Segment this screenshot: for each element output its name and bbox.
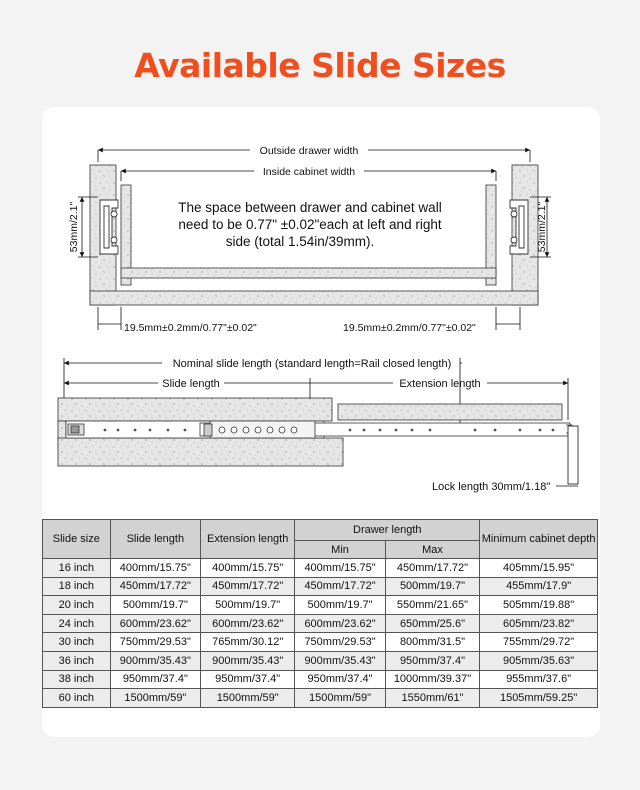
table-body xyxy=(43,559,598,708)
table-row xyxy=(43,596,598,615)
table-cell: 950mm/37.4" xyxy=(201,670,295,689)
spacing-note-line-1: The space between drawer and cabinet wall xyxy=(178,200,442,215)
row-slide-size: 24 inch xyxy=(43,614,111,633)
table-cell: 750mm/29.53" xyxy=(295,633,385,652)
table-cell: 650mm/25.6" xyxy=(385,614,479,633)
table-cell: 455mm/17.9" xyxy=(480,577,598,596)
table-cell: 450mm/17.72" xyxy=(110,577,200,596)
table-cell: 400mm/15.75" xyxy=(110,559,200,578)
table-cell: 450mm/17.72" xyxy=(295,577,385,596)
header-drawer-length: Drawer length xyxy=(295,520,480,541)
table-cell: 755mm/29.72" xyxy=(480,633,598,652)
row-slide-size: 18 inch xyxy=(43,577,111,596)
table-cell: 500mm/19.7" xyxy=(110,596,200,615)
inside-width-label: Inside cabinet width xyxy=(262,166,356,178)
height-label-left: 53mm/2.1" xyxy=(68,201,80,253)
cabinet-bottom xyxy=(90,291,538,305)
table-cell: 505mm/19.88" xyxy=(480,596,598,615)
table-cell: 750mm/29.53" xyxy=(110,633,200,652)
slide-length-label: Slide length xyxy=(162,378,220,390)
table-cell: 950mm/37.4" xyxy=(385,651,479,670)
table-cell: 1000mm/39.37" xyxy=(385,670,479,689)
table-row xyxy=(43,633,598,652)
table-cell: 1550mm/61" xyxy=(385,689,479,708)
row-slide-size: 16 inch xyxy=(43,559,111,578)
table-cell: 950mm/37.4" xyxy=(295,670,385,689)
table-row xyxy=(43,670,598,689)
table-cell: 450mm/17.72" xyxy=(201,577,295,596)
table-cell: 600mm/23.62" xyxy=(110,614,200,633)
table-cell: 500mm/19.7" xyxy=(385,577,479,596)
table-cell: 765mm/30.12" xyxy=(201,633,295,652)
table-cell: 955mm/37.6" xyxy=(480,670,598,689)
table-cell: 1500mm/59" xyxy=(110,689,200,708)
table-row xyxy=(43,577,598,596)
gap-dimension-left xyxy=(98,307,121,330)
gap-dimension-right xyxy=(496,307,520,330)
spacing-note-line-3: side (total 1.54in/39mm). xyxy=(225,234,375,249)
table-cell: 500mm/19.7" xyxy=(295,596,385,615)
table-cell: 905mm/35.63" xyxy=(480,651,598,670)
row-slide-size: 36 inch xyxy=(43,651,111,670)
outside-width-label: Outside drawer width xyxy=(259,145,359,157)
table-cell: 1500mm/59" xyxy=(295,689,385,708)
table-cell: 400mm/15.75" xyxy=(201,559,295,578)
table-row xyxy=(43,689,598,708)
table-cell: 405mm/15.95" xyxy=(480,559,598,578)
table-cell: 900mm/35.43" xyxy=(201,651,295,670)
row-slide-size: 20 inch xyxy=(43,596,111,615)
slide-sizes-table xyxy=(42,519,598,708)
header-drawer-max: Max xyxy=(385,541,479,559)
table-cell: 1500mm/59" xyxy=(201,689,295,708)
gap-label-right: 19.5mm±0.2mm/0.77"±0.02" xyxy=(343,322,476,334)
row-slide-size: 38 inch xyxy=(43,670,111,689)
table-cell: 600mm/23.62" xyxy=(201,614,295,633)
row-slide-size: 30 inch xyxy=(43,633,111,652)
table-row xyxy=(43,651,598,670)
table-cell: 500mm/19.7" xyxy=(201,596,295,615)
table-cell: 600mm/23.62" xyxy=(295,614,385,633)
header-drawer-min: Min xyxy=(295,541,385,559)
gap-label-left: 19.5mm±0.2mm/0.77"±0.02" xyxy=(124,322,257,334)
table-cell: 450mm/17.72" xyxy=(385,559,479,578)
header-min-cabinet-depth: Minimum cabinet depth xyxy=(480,520,598,559)
drawer-bottom xyxy=(121,268,496,278)
table-cell: 900mm/35.43" xyxy=(295,651,385,670)
table-cell: 800mm/31.5" xyxy=(385,633,479,652)
table-cell: 1505mm/59.25" xyxy=(480,689,598,708)
header-slide-length: Slide length xyxy=(110,520,200,559)
page-title: Available Slide Sizes xyxy=(134,46,506,85)
header-slide-size: Slide size xyxy=(43,520,111,559)
table-cell: 900mm/35.43" xyxy=(110,651,200,670)
lock-length-label: Lock length 30mm/1.18" xyxy=(432,481,551,493)
table-cell: 400mm/15.75" xyxy=(295,559,385,578)
header-extension-length: Extension length xyxy=(201,520,295,559)
row-slide-size: 60 inch xyxy=(43,689,111,708)
nominal-length-label: Nominal slide length (standard length=Rail closed length) xyxy=(172,358,452,370)
extension-length-label: Extension length xyxy=(399,378,481,390)
table-row xyxy=(43,559,598,578)
spacing-note-line-2: need to be 0.77" ±0.02"each at left and right xyxy=(178,217,442,232)
table-cell: 950mm/37.4" xyxy=(110,670,200,689)
table-cell: 550mm/21.65" xyxy=(385,596,479,615)
height-label-right: 53mm/2.1" xyxy=(536,201,548,253)
table-row xyxy=(43,614,598,633)
table-cell: 605mm/23.82" xyxy=(480,614,598,633)
